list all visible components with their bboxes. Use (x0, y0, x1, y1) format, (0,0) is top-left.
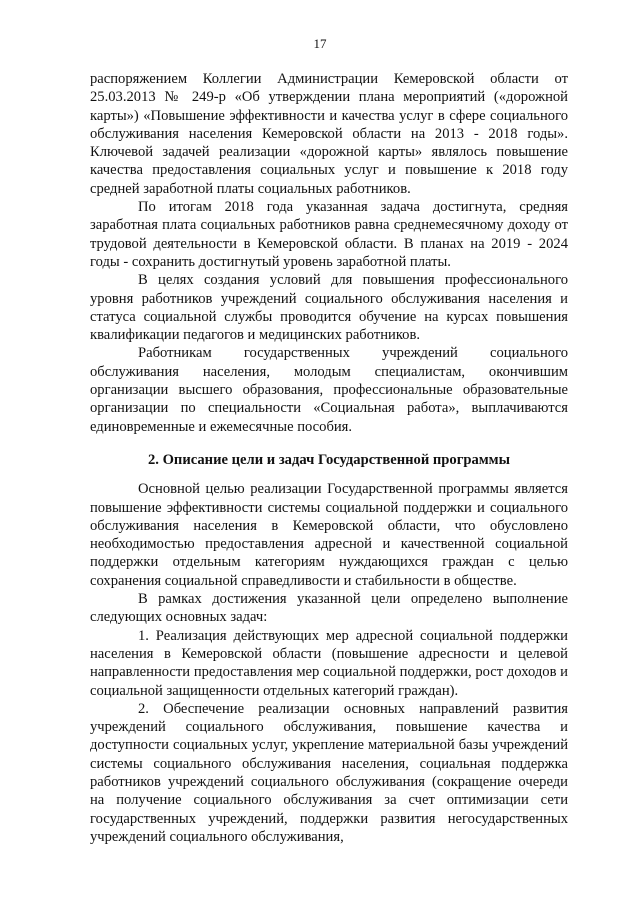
page-number: 17 (313, 36, 327, 51)
paragraph: В целях создания условий для повышения профессионального уровня работников учреждений социального обслуживания населения и статуса социальной службы проводится обучение на курсах повышения квалификации педагогов и медицинских работников. (90, 272, 568, 344)
list-item-task-1: 1. Реализация действующих мер адресной социальной поддержки населения в Кемеровской области (повышение адресности и целевой направленности предоставления мер социальной поддержки, рост доходов и социальной защищенности отдельных категорий граждан). (90, 627, 568, 699)
paragraph: По итогам 2018 года указанная задача достигнута, средняя заработная плата социальных работников равна среднемесячному доходу от трудовой деятельности в Кемеровской области. В планах на 2019 - 2024 годы - сохранить достигнутый уровень заработной платы. (90, 199, 568, 270)
paragraph: В рамках достижения указанной цели определено выполнение следующих основных задач: (90, 591, 568, 626)
section-heading: 2. Описание цели и задач Государственной программы (147, 451, 511, 468)
list-item-task-2: 2. Обеспечение реализации основных направлений развития учреждений социального обслуживания, повышение качества и доступности социальных услуг, укрепление материальной базы учреждений системы социального обслуживания населения, социальная поддержка работников учреждений социального обслуживания (сокращение очереди на получение социального обслуживания за счет оптимизации сети государственных учреждений, поддержки развития негосударственных учреждений социального обслуживания, (90, 700, 568, 845)
paragraph-continuation: распоряжением Коллегии Администрации Кемеровской области от 25.03.2013 № 249-р «Об утверждении плана мероприятий («дорожной карты») «Повышение эффективности и качества услуг в сфере социального обслуживания населения Кемеровской области на 2013 - 2018 годы». Ключевой задачей реализации «дорожной карты» являлось повышение качества предоставления социальных услуг и повышение к 2018 году средней заработной платы социальных работников. (90, 71, 568, 197)
paragraph: Работникам государственных учреждений социального обслуживания населения, молодым специалистам, окончившим организации высшего образования, профессиональные образовательные организации по специальности «Социальная работа», выплачиваются единовременные и ежемесячные пособия. (90, 345, 568, 435)
paragraph: Основной целью реализации Государственной программы является повышение эффективности системы социальной поддержки и социального обслуживания населения в Кемеровской области, что обусловлено необходимостью предоставления адресной и качественной социальной поддержки отдельным категориям нуждающихся граждан с целью сохранения социальной справедливости и стабильности в обществе. (90, 481, 568, 589)
document-body (90, 70, 568, 846)
